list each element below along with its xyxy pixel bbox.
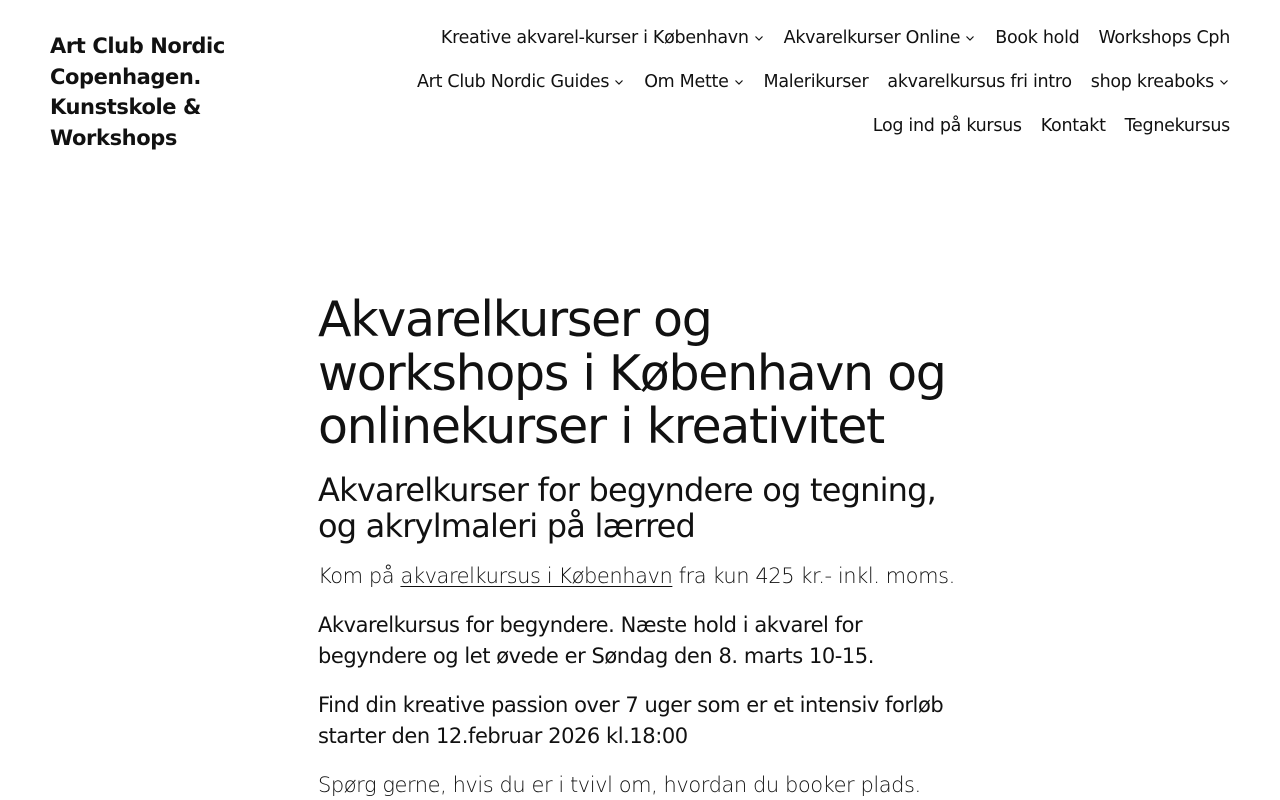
chevron-down-icon[interactable]	[733, 76, 745, 88]
course-link[interactable]: akvarelkursus i København	[400, 563, 673, 588]
site-title	[50, 31, 320, 153]
nav-item-label: Malerikurser	[763, 72, 869, 92]
nav-item-label: shop kreaboks	[1090, 72, 1214, 92]
nav-item-akvarelkursus-fri-intro[interactable]	[887, 72, 1071, 92]
nav-item-label: Book hold	[995, 28, 1080, 48]
nav-row-3	[430, 104, 1230, 148]
nav-item-book-hold[interactable]	[995, 28, 1079, 48]
nav-item-label: Akvarelkurser Online	[783, 28, 961, 48]
page-subtitle: Akvarelkurser for begyndere og tegning, og akrylmaleri på lærred	[318, 470, 937, 545]
nav-item-tegnekursus[interactable]	[1125, 116, 1230, 136]
next-class-paragraph: Akvarelkursus for begyndere. Næste hold i akvarel for begyndere og let øvede er Søndag den 8. marts 10-15.	[318, 612, 874, 668]
chevron-down-icon[interactable]	[613, 76, 625, 88]
nav-item-akvarelkurser-online[interactable]	[784, 28, 977, 48]
nav-item-malerikurser[interactable]	[764, 72, 869, 92]
nav-item-label: Log ind på kursus	[872, 116, 1022, 136]
main-content	[318, 293, 968, 800]
nav-item-label: Tegnekursus	[1124, 116, 1230, 136]
chevron-down-icon[interactable]	[753, 32, 765, 44]
chevron-down-icon[interactable]	[1218, 76, 1230, 88]
main-navigation	[417, 16, 1230, 148]
intensive-course-paragraph: Find din kreative passion over 7 uger som er et intensiv forløb starter den 12.februar 2026 kl.18:00	[318, 692, 944, 748]
intro-text-after: fra kun 425 kr.- inkl. moms.	[672, 563, 955, 588]
nav-item-label: akvarelkursus fri intro	[887, 72, 1072, 92]
nav-item-label: Workshops Cph	[1098, 28, 1230, 48]
booking-help-paragraph: Spørg gerne, hvis du er i tvivl om, hvordan du booker plads.	[318, 772, 921, 797]
nav-item-art-club-nordic-guides[interactable]	[417, 72, 625, 92]
nav-item-log-ind-pa-kursus[interactable]	[873, 116, 1022, 136]
nav-item-shop-kreaboks[interactable]	[1091, 72, 1230, 92]
nav-item-om-mette[interactable]	[644, 72, 744, 92]
nav-item-label: Kontakt	[1040, 116, 1106, 136]
page-title: Akvarelkurser og workshops i København og onlinekurser i kreativitet	[318, 291, 946, 455]
intro-paragraph	[318, 561, 968, 592]
nav-row-2	[417, 60, 1230, 104]
nav-item-workshops-cph[interactable]	[1098, 28, 1230, 48]
intro-text-before: Kom på	[318, 563, 401, 588]
nav-item-label: Kreative akvarel-kurser i København	[440, 28, 749, 48]
nav-item-label: Art Club Nordic Guides	[417, 72, 610, 92]
nav-item-kreative-akvarel-kurser-i-kobenhavn[interactable]	[441, 28, 765, 48]
chevron-down-icon[interactable]	[964, 32, 976, 44]
site-title-link[interactable]: Art Club Nordic Copenhagen. Kunstskole & Workshops	[50, 34, 225, 150]
nav-item-kontakt[interactable]	[1041, 116, 1106, 136]
nav-row-1	[430, 16, 1230, 60]
nav-item-label: Om Mette	[644, 72, 729, 92]
